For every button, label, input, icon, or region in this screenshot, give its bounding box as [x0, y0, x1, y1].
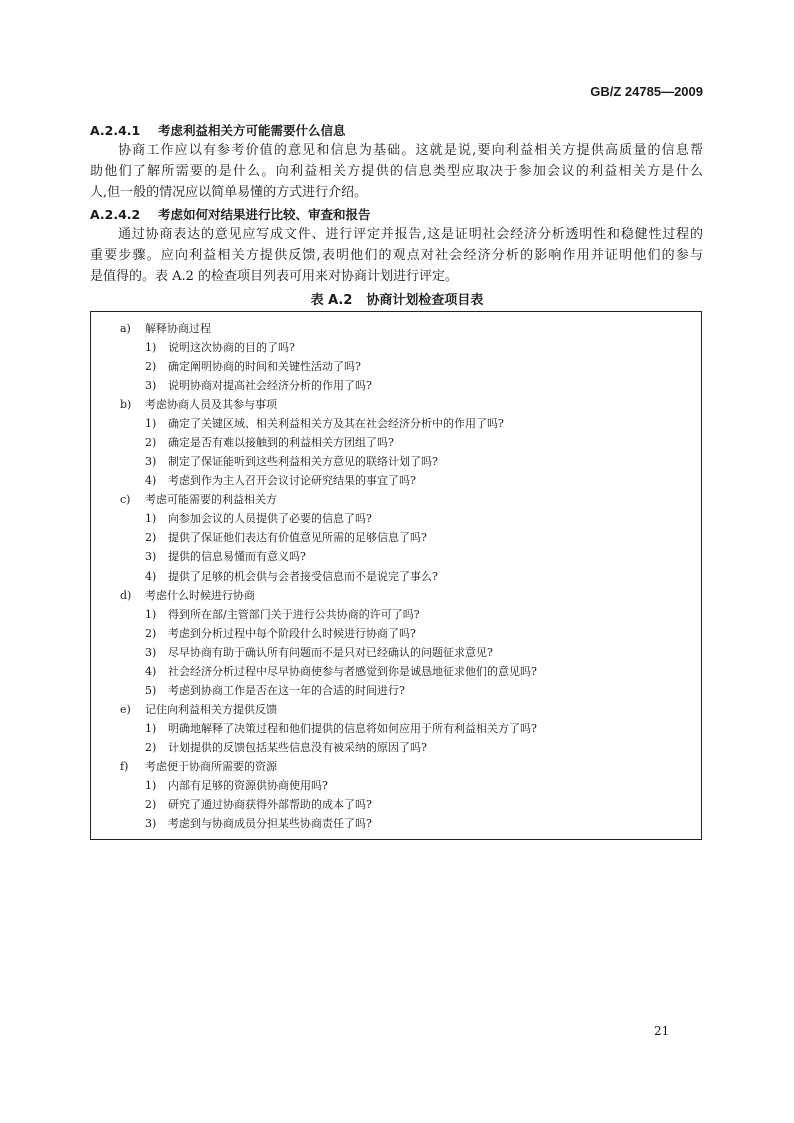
- checklist-item: [145, 512, 372, 526]
- section-number: A.2.4.1: [90, 123, 141, 138]
- item-text: 考虑便于协商所需要的资源: [145, 759, 277, 773]
- checklist-item: [145, 608, 420, 622]
- section-heading: [90, 121, 346, 139]
- checklist-group: [120, 322, 211, 336]
- checklist-group: [120, 493, 277, 507]
- item-number: 1): [145, 721, 157, 735]
- checklist-group: [120, 703, 277, 717]
- item-text: 向参加会议的人员提供了必要的信息了吗?: [168, 512, 372, 526]
- table-caption: [0, 289, 794, 308]
- item-number: 1): [145, 512, 157, 526]
- item-text: 考虑可能需要的利益相关方: [145, 493, 277, 507]
- checklist-item: [145, 436, 394, 450]
- checklist-item: [145, 646, 493, 660]
- checklist-table: [90, 311, 702, 840]
- item-text: 考虑到分析过程中每个阶段什么时候进行协商了吗?: [168, 626, 416, 640]
- checklist-item: [145, 684, 405, 698]
- item-text: 说明协商对提高社会经济分析的作用了吗?: [168, 379, 372, 393]
- item-number: c): [120, 493, 131, 507]
- item-text: 确定了关键区域、相关利益相关方及其在社会经济分析中的作用了吗?: [168, 417, 504, 431]
- checklist-item: [145, 417, 504, 431]
- item-text: 记住向利益相关方提供反馈: [145, 702, 277, 716]
- checklist-item: [145, 341, 295, 355]
- checklist-item: [145, 360, 361, 374]
- checklist-group: [120, 589, 255, 603]
- paragraph-line: 人,但一般的情况应以简单易懂的方式进行介绍。: [90, 185, 368, 200]
- item-number: 1): [145, 778, 157, 792]
- checklist-item: [145, 570, 438, 584]
- section-number: A.2.4.2: [90, 207, 141, 222]
- item-number: 3): [145, 817, 157, 831]
- item-number: 4): [145, 474, 157, 488]
- section-title: 考虑利益相关方可能需要什么信息: [158, 123, 346, 138]
- item-number: 3): [145, 645, 157, 659]
- item-number: 1): [145, 607, 157, 621]
- checklist-item: [145, 665, 537, 679]
- item-number: 2): [145, 436, 157, 450]
- item-text: 考虑到协商工作是否在这一年的合适的时间进行?: [168, 683, 405, 697]
- item-number: 4): [145, 569, 157, 583]
- item-number: 5): [145, 683, 157, 697]
- checklist-item: [145, 722, 537, 736]
- paragraph-line: 重要步骤。应向利益相关方提供反馈,表明他们的观点对社会经济分析的影响作用并证明他们的参与: [90, 248, 703, 263]
- item-text: 社会经济分析过程中尽早协商使参与者感觉到你是诚恳地征求他们的意见吗?: [168, 664, 537, 678]
- item-number: f): [120, 759, 129, 773]
- page-number: 21: [654, 1024, 670, 1038]
- checklist-item: [145, 741, 427, 755]
- standard-number: GB/Z 24785—2009: [590, 84, 703, 99]
- item-text: 得到所在部/主管部门关于进行公共协商的许可了吗?: [168, 607, 420, 621]
- table-caption-title: 协商计划检查项目表: [366, 293, 484, 308]
- paragraph-line: 协商工作应以有参考价值的意见和信息为基础。这就是说,要向利益相关方提供高质量的信息帮: [118, 143, 703, 158]
- item-text: 制定了保证能听到这些利益相关方意见的联络计划了吗?: [168, 455, 438, 469]
- item-number: 3): [145, 550, 157, 564]
- item-text: 考虑什么时候进行协商: [145, 588, 255, 602]
- paragraph-line: 助他们了解所需要的是什么。向利益相关方提供的信息类型应取决于参加会议的利益相关方是什么: [90, 164, 703, 179]
- checklist-item: [145, 455, 438, 469]
- item-number: 1): [145, 341, 157, 355]
- item-text: 说明这次协商的目的了吗?: [168, 341, 295, 355]
- item-number: 2): [145, 798, 157, 811]
- section-heading: [90, 205, 371, 223]
- paragraph-line: 通过协商表达的意见应写成文件、进行评定并报告,这是证明社会经济分析透明性和稳健性过程的: [118, 227, 703, 242]
- item-text: 提供了足够的机会供与会者接受信息而不是说完了事么?: [168, 569, 438, 583]
- item-text: 确定是否有难以接触到的利益相关方团组了吗?: [168, 436, 394, 450]
- checklist-group: [120, 760, 277, 774]
- checklist-item: [145, 627, 416, 641]
- item-number: d): [120, 588, 132, 602]
- item-text: 研究了通过协商获得外部帮助的成本了吗?: [168, 798, 372, 811]
- item-text: 解释协商过程: [145, 322, 211, 335]
- item-number: 2): [145, 740, 157, 754]
- item-text: 确定阐明协商的时间和关键性活动了吗?: [168, 360, 361, 374]
- item-number: 2): [145, 360, 157, 374]
- item-text: 提供了保证他们表达有价值意见所需的足够信息了吗?: [168, 531, 427, 545]
- checklist-group: [120, 398, 277, 412]
- item-number: b): [120, 398, 132, 412]
- checklist-item: [145, 474, 416, 488]
- item-text: 计划提供的反馈包括某些信息没有被采纳的原因了吗?: [168, 740, 427, 754]
- checklist-item: [145, 798, 372, 812]
- item-text: 考虑到作为主人召开会议讨论研究结果的事宜了吗?: [168, 474, 416, 488]
- item-number: 4): [145, 664, 157, 678]
- item-text: 明确地解释了决策过程和他们提供的信息将如何应用于所有利益相关方了吗?: [168, 721, 537, 735]
- item-number: 2): [145, 531, 157, 545]
- checklist-item: [145, 550, 306, 564]
- paragraph-line: 是值得的。表 A.2 的检查项目列表可用来对协商计划进行评定。: [90, 269, 459, 284]
- table-caption-number: 表 A.2: [310, 293, 353, 308]
- checklist-item: [145, 817, 372, 831]
- item-number: 1): [145, 417, 157, 431]
- item-text: 考虑协商人员及其参与事项: [145, 398, 277, 412]
- item-number: a): [120, 322, 131, 335]
- item-text: 考虑到与协商成员分担某些协商责任了吗?: [168, 817, 372, 831]
- checklist-item: [145, 531, 427, 545]
- item-number: 3): [145, 455, 157, 469]
- checklist-item: [145, 779, 328, 793]
- section-title: 考虑如何对结果进行比较、审查和报告: [158, 207, 371, 222]
- item-text: 提供的信息易懂而有意义吗?: [168, 550, 306, 564]
- item-number: 3): [145, 379, 157, 393]
- item-number: 2): [145, 626, 157, 640]
- item-text: 尽早协商有助于确认所有问题而不是只对已经确认的问题征求意见?: [168, 645, 493, 659]
- checklist-item: [145, 379, 372, 393]
- item-number: e): [120, 702, 131, 716]
- item-text: 内部有足够的资源供协商使用吗?: [168, 778, 328, 792]
